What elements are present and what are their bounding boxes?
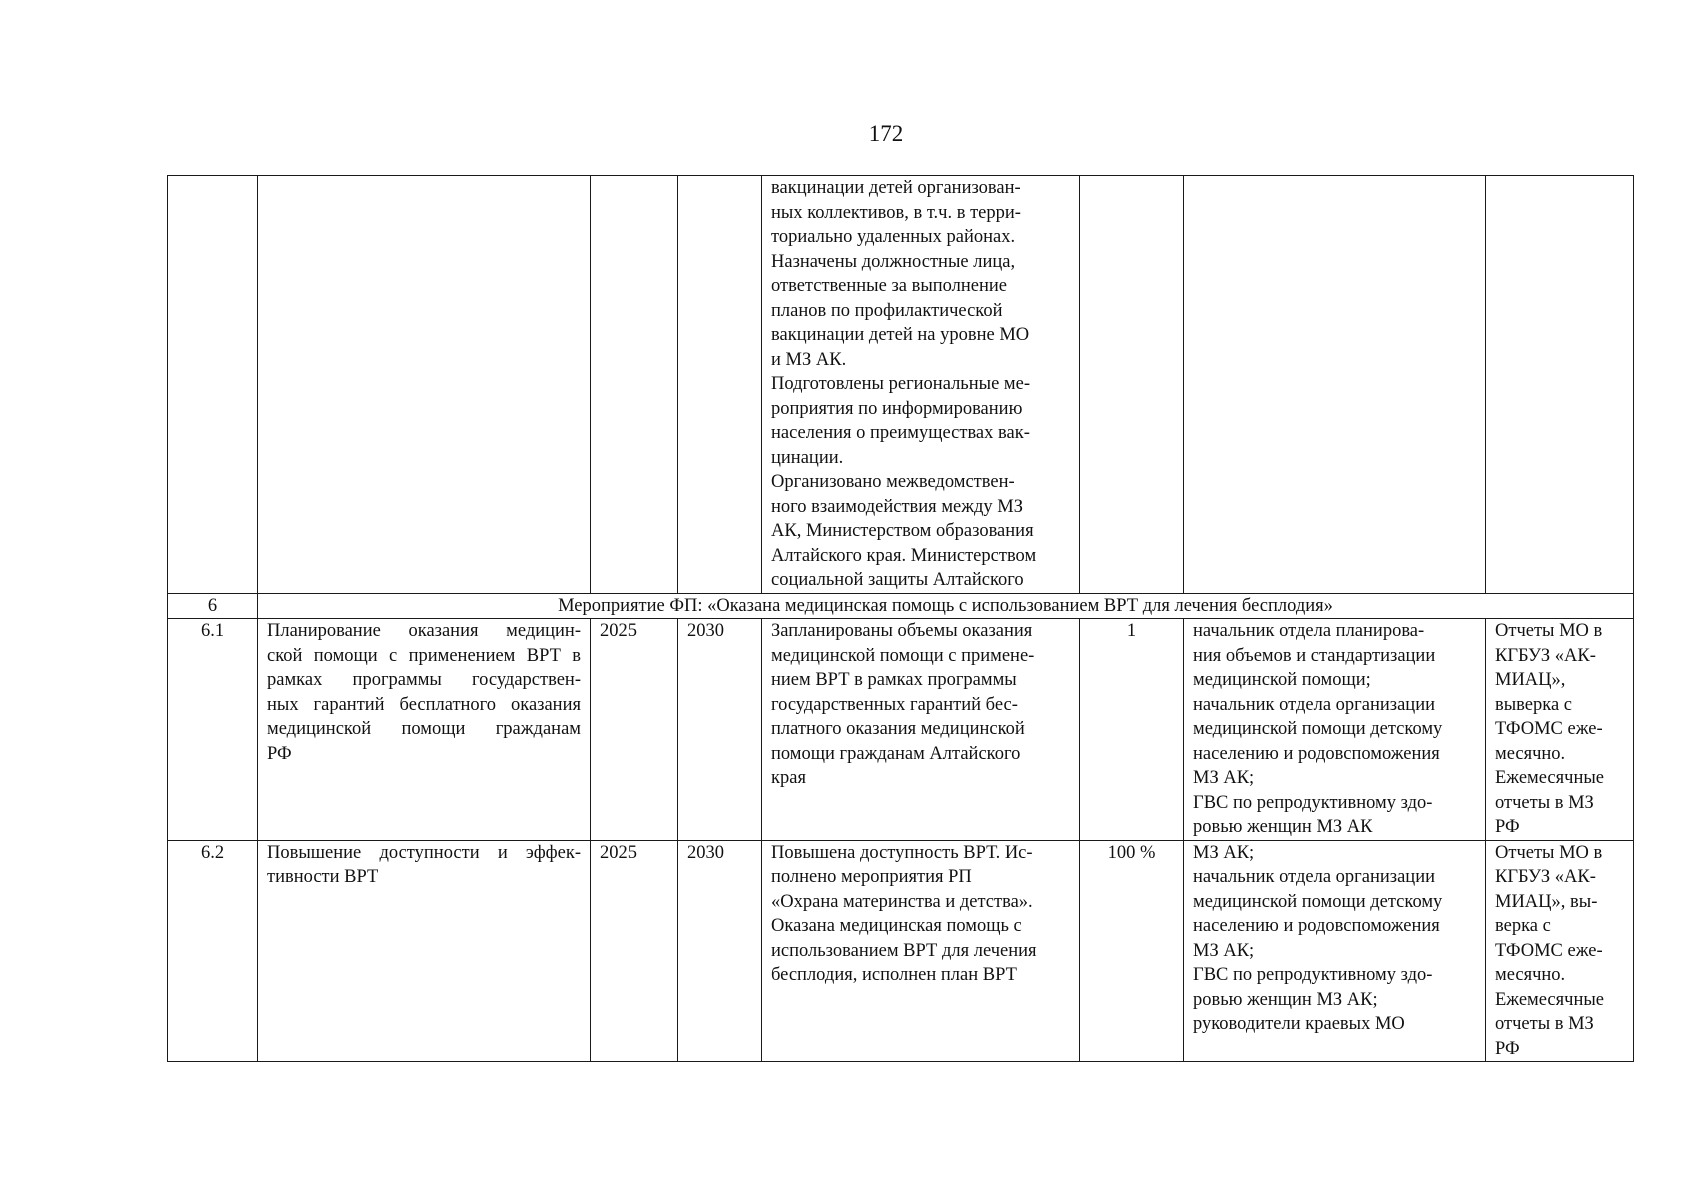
result-line: полнено мероприятия РП xyxy=(771,867,972,887)
table-row xyxy=(168,619,1634,841)
responsible-line: ния объемов и стандартизации xyxy=(1193,645,1436,666)
responsible-line: ровью женщин МЗ АК xyxy=(1193,817,1373,837)
name-line: Повышение доступности и эффек- xyxy=(267,842,581,863)
result-line: Оказана медицинская помощь с xyxy=(771,916,1022,936)
control-line: РФ xyxy=(1495,817,1520,837)
cell-start-year xyxy=(591,176,678,594)
cell-activity-name xyxy=(258,176,591,594)
result-line: нием ВРТ в рамках программы xyxy=(771,670,1017,690)
responsible-line: начальник отдела организации xyxy=(1193,694,1435,715)
control-line: МИАЦ», xyxy=(1495,670,1566,690)
responsible-line: населению и родовспоможения xyxy=(1193,916,1440,936)
section-title: Мероприятие ФП: «Оказана медицинская помощь с использованием ВРТ для лечения бесплодия» xyxy=(258,593,1634,619)
result-line: ториально удаленных районах. xyxy=(771,227,1016,247)
cell-responsible xyxy=(1184,619,1486,841)
name-line: ской помощи с применением ВРТ в xyxy=(267,645,581,666)
cell-indicator: 100 % xyxy=(1080,840,1184,1062)
cell-start-year: 2025 xyxy=(591,619,678,841)
result-line: медицинской помощи с примене- xyxy=(771,645,1035,666)
result-line: края xyxy=(771,768,806,788)
control-line: Ежемесячные xyxy=(1495,768,1604,788)
page-number: 172 xyxy=(868,121,904,146)
responsible-line: начальник отдела организации xyxy=(1193,867,1435,887)
control-line: месячно. xyxy=(1495,743,1566,764)
cell-end-year: 2030 xyxy=(678,840,762,1062)
name-line: медицинской помощи гражданам xyxy=(267,719,581,739)
cell-indicator xyxy=(1080,176,1184,594)
result-line: Назначены должностные лица, xyxy=(771,251,1016,272)
responsible-line: руководители краевых МО xyxy=(1193,1014,1405,1034)
result-line: Организовано межведомствен- xyxy=(771,472,1015,492)
name-line: Планирование оказания медицин- xyxy=(267,621,581,641)
control-line: РФ xyxy=(1495,1038,1520,1059)
activity-table xyxy=(167,175,1634,1062)
result-line: Повышена доступность ВРТ. Ис- xyxy=(771,842,1033,863)
control-line: Ежемесячные xyxy=(1495,989,1604,1010)
result-line: социальной защиты Алтайского xyxy=(771,570,1024,590)
result-line: государственных гарантий бес- xyxy=(771,694,1018,715)
control-line: Отчеты МО в xyxy=(1495,621,1603,641)
section-number: 6 xyxy=(168,593,258,619)
table-row-continuation xyxy=(168,176,1634,594)
result-line: «Охрана материнства и детства». xyxy=(771,891,1033,912)
result-line: Алтайского края. Министерством xyxy=(771,545,1037,566)
responsible-line: населению и родовспоможения xyxy=(1193,743,1440,764)
cell-control xyxy=(1486,840,1634,1062)
result-line: ных коллективов, в т.ч. в терри- xyxy=(771,202,1021,223)
result-line: Подготовлены региональные ме- xyxy=(771,374,1030,394)
result-line: помощи гражданам Алтайского xyxy=(771,743,1021,764)
control-line: выверка с xyxy=(1495,694,1573,715)
cell-control xyxy=(1486,619,1634,841)
control-line: отчеты в МЗ xyxy=(1495,792,1594,813)
name-line: тивности ВРТ xyxy=(267,867,379,887)
result-line: использованием ВРТ для лечения xyxy=(771,940,1037,961)
section-row xyxy=(168,593,1634,619)
responsible-line: МЗ АК; xyxy=(1193,940,1255,961)
cell-activity-name xyxy=(258,840,591,1062)
cell-indicator: 1 xyxy=(1080,619,1184,841)
responsible-line: медицинской помощи детскому xyxy=(1193,719,1443,739)
control-line: МИАЦ», вы- xyxy=(1495,891,1598,912)
result-line: и МЗ АК. xyxy=(771,349,847,370)
cell-responsible xyxy=(1184,176,1486,594)
responsible-line: ГВС по репродуктивному здо- xyxy=(1193,792,1433,813)
control-line: ТФОМС еже- xyxy=(1495,940,1603,961)
name-line: ных гарантий бесплатного оказания xyxy=(267,694,581,715)
control-line: месячно. xyxy=(1495,965,1566,985)
name-line: рамках программы государствен- xyxy=(267,670,581,690)
cell-end-year xyxy=(678,176,762,594)
responsible-line: ровью женщин МЗ АК; xyxy=(1193,989,1378,1010)
table-row xyxy=(168,840,1634,1062)
result-line: АК, Министерством образования xyxy=(771,521,1034,541)
cell-control xyxy=(1486,176,1634,594)
control-line: ТФОМС еже- xyxy=(1495,719,1603,739)
responsible-line: медицинской помощи детскому xyxy=(1193,891,1443,912)
control-line: КГБУЗ «АК- xyxy=(1495,867,1596,887)
result-line: ного взаимодействия между МЗ xyxy=(771,496,1024,517)
cell-responsible xyxy=(1184,840,1486,1062)
responsible-line: МЗ АК; xyxy=(1193,768,1255,788)
cell-activity-name xyxy=(258,619,591,841)
result-line: ответственные за выполнение xyxy=(771,276,1008,296)
result-line: роприятия по информированию xyxy=(771,398,1023,419)
cell-end-year: 2030 xyxy=(678,619,762,841)
result-line: цинации. xyxy=(771,447,844,468)
responsible-line: МЗ АК; xyxy=(1193,842,1255,863)
cell-number: 6.2 xyxy=(168,840,258,1062)
result-line: вакцинации детей организован- xyxy=(771,178,1021,198)
result-line: вакцинации детей на уровне МО xyxy=(771,325,1030,345)
cell-result xyxy=(762,840,1080,1062)
control-line: Отчеты МО в xyxy=(1495,842,1603,863)
result-line: Запланированы объемы оказания xyxy=(771,621,1033,641)
cell-result xyxy=(762,619,1080,841)
result-line: планов по профилактической xyxy=(771,300,1003,321)
responsible-line: медицинской помощи; xyxy=(1193,670,1371,690)
result-line: платного оказания медицинской xyxy=(771,719,1025,739)
cell-number xyxy=(168,176,258,594)
responsible-line: начальник отдела планирова- xyxy=(1193,621,1425,641)
cell-result xyxy=(762,176,1080,594)
cell-start-year: 2025 xyxy=(591,840,678,1062)
control-line: верка с xyxy=(1495,916,1551,936)
control-line: отчеты в МЗ xyxy=(1495,1014,1594,1034)
result-line: населения о преимуществах вак- xyxy=(771,423,1030,443)
cell-number: 6.1 xyxy=(168,619,258,841)
control-line: КГБУЗ «АК- xyxy=(1495,645,1596,666)
result-line: бесплодия, исполнен план ВРТ xyxy=(771,965,1017,985)
responsible-line: ГВС по репродуктивному здо- xyxy=(1193,965,1433,985)
name-line: РФ xyxy=(267,743,292,764)
